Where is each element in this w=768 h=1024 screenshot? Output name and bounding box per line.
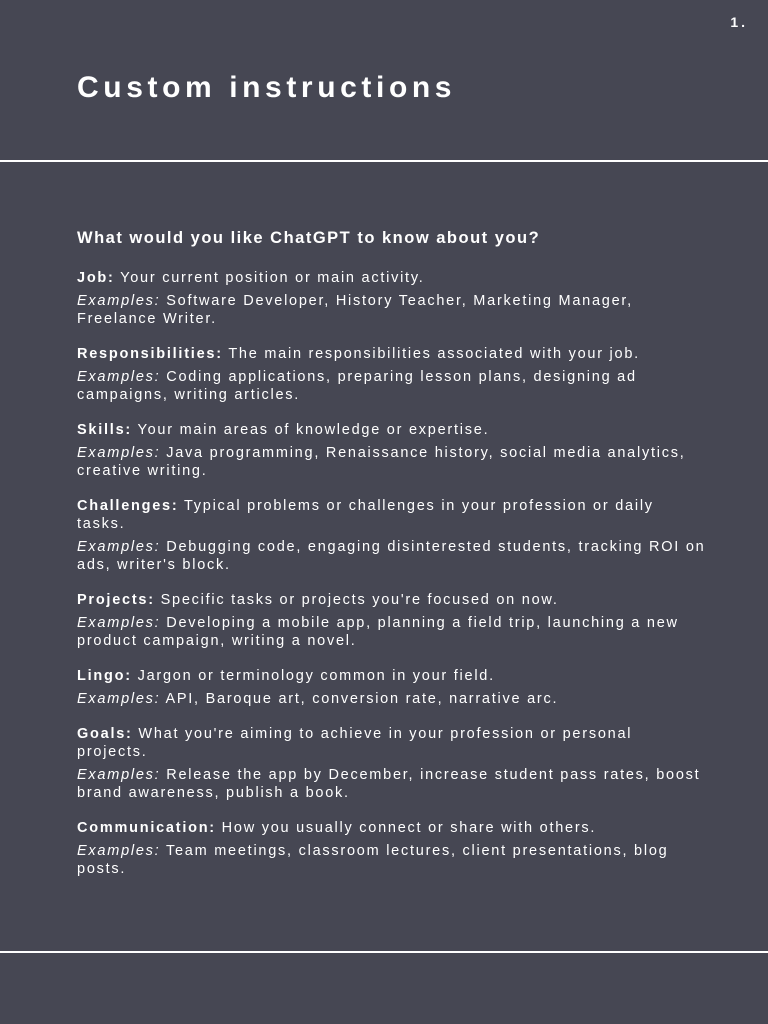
item-examples-text: Release the app by December, increase student pass rates, boost brand awareness, publish a book. — [77, 767, 701, 801]
page-title: Custom instructions — [77, 71, 457, 104]
item-definition — [77, 497, 707, 533]
item-description: Your current position or main activity. — [120, 270, 425, 286]
item-lingo — [77, 667, 707, 708]
item-description: What you're aiming to achieve in your profession or personal projects. — [77, 726, 633, 760]
item-description: Specific tasks or projects you're focused on now. — [160, 592, 559, 608]
item-examples-text: API, Baroque art, conversion rate, narrative arc. — [165, 691, 559, 707]
item-definition — [77, 345, 707, 363]
item-label: Goals: — [77, 726, 133, 742]
item-definition — [77, 725, 707, 761]
item-examples — [77, 444, 707, 480]
item-examples — [77, 842, 707, 878]
item-examples — [77, 690, 707, 708]
item-examples — [77, 292, 707, 328]
examples-prefix: Examples: — [77, 615, 161, 631]
item-definition — [77, 591, 707, 609]
item-label: Communication: — [77, 820, 216, 836]
item-examples-text: Team meetings, classroom lectures, client presentations, blog posts. — [77, 843, 669, 877]
item-examples-text: Software Developer, History Teacher, Marketing Manager, Freelance Writer. — [77, 293, 633, 327]
item-examples — [77, 538, 707, 574]
examples-prefix: Examples: — [77, 293, 161, 309]
item-definition — [77, 667, 707, 685]
item-responsibilities — [77, 345, 707, 404]
item-communication — [77, 819, 707, 878]
examples-prefix: Examples: — [77, 539, 161, 555]
item-definition — [77, 819, 707, 837]
examples-prefix: Examples: — [77, 843, 161, 859]
item-examples-text: Debugging code, engaging disinterested students, tracking ROI on ads, writer's block. — [77, 539, 706, 573]
page-number: 1. — [730, 14, 748, 30]
examples-prefix: Examples: — [77, 691, 161, 707]
item-examples-text: Java programming, Renaissance history, social media analytics, creative writing. — [77, 445, 686, 479]
examples-prefix: Examples: — [77, 767, 161, 783]
item-label: Responsibilities: — [77, 346, 223, 362]
item-description: How you usually connect or share with others. — [221, 820, 597, 836]
item-label: Job: — [77, 270, 115, 286]
item-label: Lingo: — [77, 668, 132, 684]
top-divider — [0, 160, 768, 162]
item-description: Typical problems or challenges in your profession or daily tasks. — [77, 498, 654, 532]
item-projects — [77, 591, 707, 650]
section-question: What would you like ChatGPT to know about you? — [77, 229, 541, 247]
item-examples-text: Coding applications, preparing lesson plans, designing ad campaigns, writing articles. — [77, 369, 637, 403]
examples-prefix: Examples: — [77, 445, 161, 461]
item-challenges — [77, 497, 707, 574]
item-definition — [77, 269, 707, 287]
item-label: Challenges: — [77, 498, 179, 514]
item-description: Jargon or terminology common in your field. — [137, 668, 495, 684]
item-goals — [77, 725, 707, 802]
item-examples — [77, 766, 707, 802]
item-label: Skills: — [77, 422, 132, 438]
item-label: Projects: — [77, 592, 155, 608]
item-definition — [77, 421, 707, 439]
item-job — [77, 269, 707, 328]
examples-prefix: Examples: — [77, 369, 161, 385]
content-section — [77, 226, 707, 895]
item-examples-text: Developing a mobile app, planning a field trip, launching a new product campaign, writing a novel. — [77, 615, 679, 649]
item-examples — [77, 614, 707, 650]
item-examples — [77, 368, 707, 404]
item-description: Your main areas of knowledge or expertise. — [137, 422, 490, 438]
bottom-divider — [0, 951, 768, 953]
item-skills — [77, 421, 707, 480]
item-description: The main responsibilities associated with your job. — [228, 346, 640, 362]
